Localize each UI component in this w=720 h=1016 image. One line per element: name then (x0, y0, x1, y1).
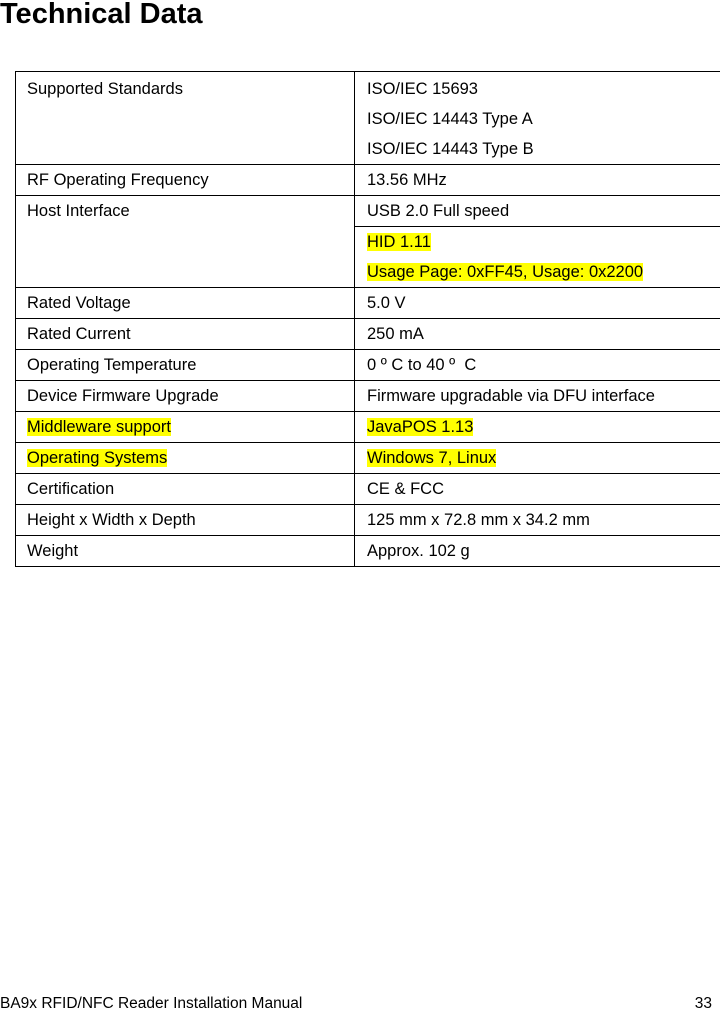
spec-label (16, 443, 355, 474)
spec-value: 0 º C to 40 º C (355, 350, 720, 381)
spec-value (355, 72, 720, 165)
spec-value: CE & FCC (355, 474, 720, 505)
manual-title: BA9x RFID/NFC Reader Installation Manual (0, 995, 303, 1012)
table-row-rf-frequency (16, 165, 720, 196)
spec-label: Height x Width x Depth (16, 505, 355, 536)
spec-label: Device Firmware Upgrade (16, 381, 355, 412)
spec-label: Weight (16, 536, 355, 567)
spec-value: 5.0 V (355, 288, 720, 319)
table-row-dimensions (16, 505, 720, 536)
spec-value-line: ISO/IEC 14443 Type B (367, 140, 534, 158)
spec-value-line: ISO/IEC 14443 Type A (367, 110, 533, 128)
page-number: 33 (694, 995, 712, 1012)
highlighted-label: Operating Systems (27, 449, 168, 467)
spec-value (355, 412, 720, 443)
highlighted-value: HID 1.11 (367, 233, 431, 251)
highlighted-value: JavaPOS 1.13 (367, 418, 474, 436)
page-title: Technical Data (0, 0, 203, 30)
spec-label: Host Interface (16, 196, 355, 288)
highlighted-label: Middleware support (27, 418, 171, 436)
spec-value: USB 2.0 Full speed (355, 196, 720, 227)
spec-label: Rated Current (16, 319, 355, 350)
spec-value-line: ISO/IEC 15693 (367, 80, 478, 98)
highlighted-value: Usage Page: 0xFF45, Usage: 0x2200 (367, 263, 644, 281)
spec-value: 13.56 MHz (355, 165, 720, 196)
highlighted-value: Windows 7, Linux (367, 449, 497, 467)
table-row-operating-systems (16, 443, 720, 474)
table-row-supported-standards (16, 72, 720, 165)
technical-data-table (15, 71, 720, 567)
spec-label: Rated Voltage (16, 288, 355, 319)
spec-label: RF Operating Frequency (16, 165, 355, 196)
table-row-middleware (16, 412, 720, 443)
table-row-operating-temperature (16, 350, 720, 381)
spec-value: 250 mA (355, 319, 720, 350)
spec-value (355, 443, 720, 474)
spec-label: Operating Temperature (16, 350, 355, 381)
spec-label (16, 412, 355, 443)
table-row-rated-current (16, 319, 720, 350)
spec-value: Firmware upgradable via DFU interface (355, 381, 720, 412)
table-row-firmware-upgrade (16, 381, 720, 412)
spec-label: Supported Standards (16, 72, 355, 165)
table-row-weight (16, 536, 720, 567)
table-row-rated-voltage (16, 288, 720, 319)
spec-value: 125 mm x 72.8 mm x 34.2 mm (355, 505, 720, 536)
table-row-certification (16, 474, 720, 505)
table-row-host-interface (16, 196, 720, 227)
spec-value (355, 227, 720, 288)
spec-value: Approx. 102 g (355, 536, 720, 567)
spec-label: Certification (16, 474, 355, 505)
